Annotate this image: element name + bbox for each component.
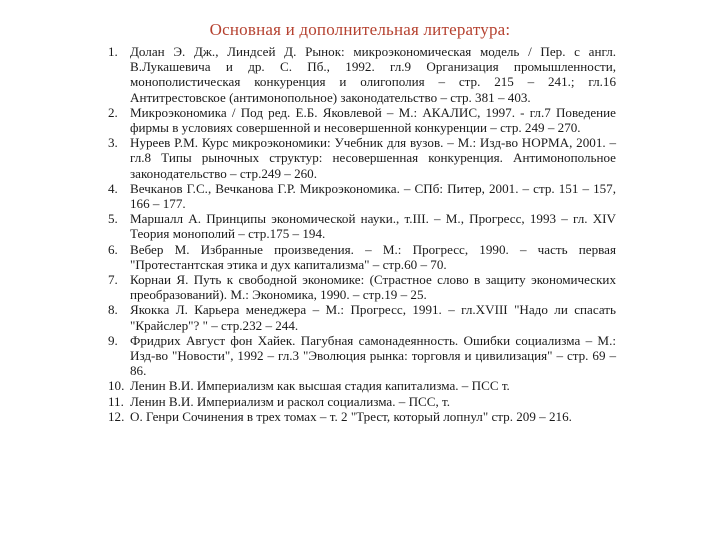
- reference-number: 12.: [108, 408, 125, 424]
- reference-number: 11.: [108, 393, 124, 409]
- reference-list: [108, 44, 616, 424]
- page-title: Основная и дополнительная литература:: [209, 20, 511, 39]
- reference-number: 6.: [108, 241, 118, 257]
- reference-text: Маршалл А. Принципы экономической науки., т.III. – М., Прогресс, 1993 – гл. XIV Теория монополий – стр.175 – 194.: [130, 211, 616, 242]
- reference-number: 3.: [108, 135, 118, 151]
- reference-text: О. Генри Сочинения в трех томах – т. 2 "Трест, который лопнул" стр. 209 – 216.: [130, 408, 572, 424]
- reference-number: 5.: [108, 211, 118, 227]
- reference-item-6: [108, 242, 616, 272]
- reference-text: Корнаи Я. Путь к свободной экономике: (Страстное слово в защиту экономических преобразований). М.: Экономика, 1990. – стр.19 – 25.: [130, 272, 616, 303]
- reference-number: 9.: [108, 332, 118, 348]
- reference-item-3: [108, 135, 616, 181]
- reference-item-1: [108, 44, 616, 105]
- reference-item-4: [108, 181, 616, 211]
- reference-text: Вечканов Г.С., Вечканова Г.Р. Микроэкономика. – СПб: Питер, 2001. – стр. 151 – 157, 166 – 177.: [130, 180, 616, 212]
- reference-item-2: [108, 105, 616, 135]
- reference-text: Микроэкономика / Под ред. Е.Б. Яковлевой – М.: АКАЛИС, 1997. - гл.7 Поведение фирмы в условиях совершенной и несовершенной конкуренции – стр. 249 – 270.: [130, 104, 616, 136]
- reference-number: 7.: [108, 272, 118, 288]
- reference-text: Нуреев Р.М. Курс микроэкономики: Учебник для вузов. – М.: Изд-во НОРМА, 2001. – гл.8 Типы рыночных структур: несовершенная конкуренция. Антимонопольное законодательство – стр.249 – 260.: [130, 135, 616, 181]
- reference-item-10: [108, 378, 616, 393]
- reference-item-9: [108, 333, 616, 379]
- reference-number: 8.: [108, 302, 118, 318]
- reference-number: 10.: [108, 378, 125, 394]
- reference-number: 4.: [108, 180, 118, 196]
- reference-text: Долан Э. Дж., Линдсей Д. Рынок: микроэкономическая модель / Пер. с англ. В.Лукашевича и др. С. Пб., 1992. гл.9 Организация промышленности, монополистическая конкуренция и олигополия – стр. 215 – 241.; гл.16 Антитрестовское (антимонопольное) законодательство – стр. 381 – 403.: [130, 44, 616, 105]
- reference-text: Ленин В.И. Империализм как высшая стадия капитализма. – ПСС т.: [130, 378, 510, 394]
- reference-number: 2.: [108, 104, 118, 120]
- reference-item-7: [108, 272, 616, 302]
- reference-item-12: [108, 409, 616, 424]
- reference-text: Ленин В.И. Империализм и раскол социализма. – ПСС, т.: [130, 393, 451, 409]
- reference-text: Фридрих Август фон Хайек. Пагубная самонадеянность. Ошибки социализма – М.: Изд-во "Новости", 1992 – гл.3 "Эволюция рынка: торговля и цивилизация" – стр. 69 – 86.: [130, 332, 616, 379]
- reference-text: Вебер М. Избранные произведения. – М.: Прогресс, 1990. – часть первая "Протестантская этика и дух капитализма" – стр.60 – 70.: [130, 241, 616, 272]
- reference-item-11: [108, 394, 616, 409]
- reference-number: 1.: [108, 44, 118, 59]
- reference-text: Якокка Л. Карьера менеджера – М.: Прогресс, 1991. – гл.XVIII "Надо ли спасать "Крайслер"? " – стр.232 – 244.: [130, 302, 616, 333]
- reference-item-5: [108, 211, 616, 241]
- reference-item-8: [108, 302, 616, 332]
